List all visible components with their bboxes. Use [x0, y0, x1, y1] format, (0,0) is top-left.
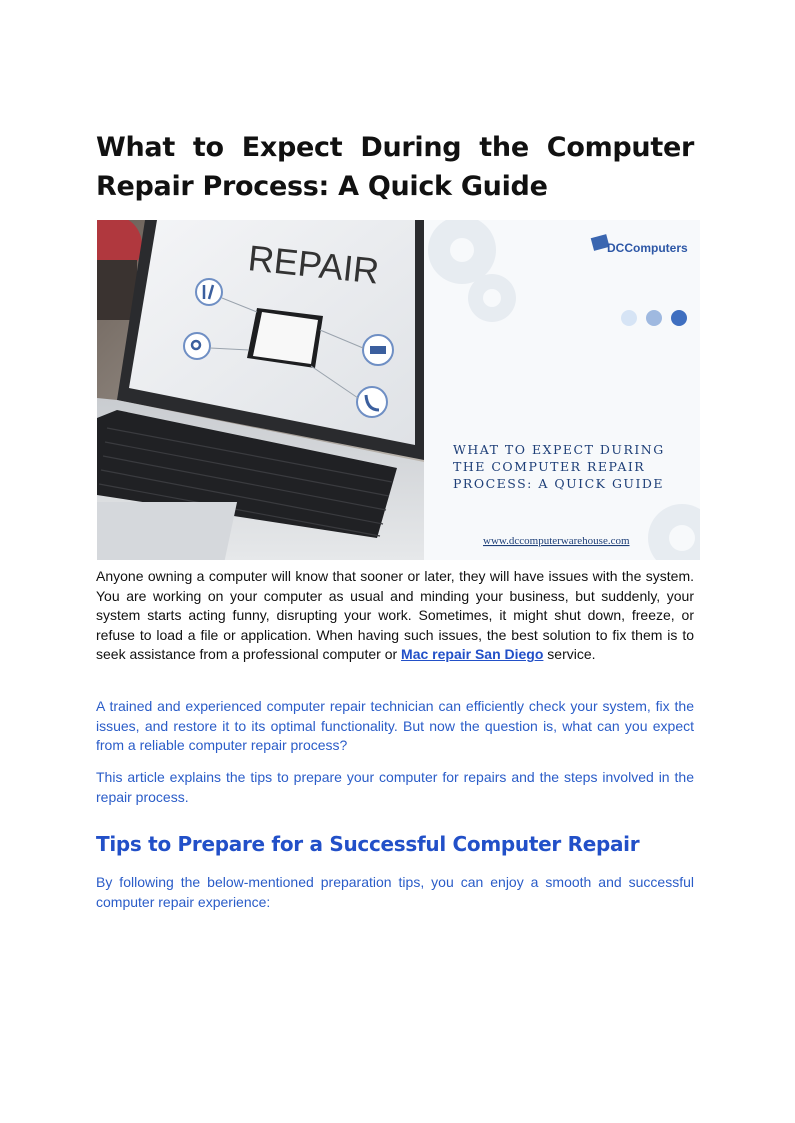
technician-paragraph: A trained and experienced computer repair technician can efficiently check your system, fix the issues, and restore it to its optimal functionality. But now the question is, what can you expect from a reliable computer repair process?	[96, 698, 694, 754]
banner-website: www.dccomputerwarehouse.com	[483, 535, 630, 547]
phone-icon	[357, 387, 387, 417]
intro-text: Anyone owning a computer will know that sooner or later, they will have issues with the system. You are working on your computer as usual and minding your business, but suddenly, your system starts acting funny, disrupting your work. Sometimes, it might shut down, freeze, or refuse to load a file or application. When having such issues, the best solution to fix them is to seek assistance from a professional computer or	[96, 568, 694, 663]
page-title: What to Expect During the Computer Repair Process: A Quick Guide	[96, 132, 694, 202]
dot-mid	[646, 310, 662, 326]
banner-line-3: PROCESS: A QUICK GUIDE	[453, 476, 665, 491]
intro-paragraph	[96, 567, 694, 665]
section-heading: Tips to Prepare for a Successful Computer Repair	[96, 832, 640, 856]
screen-repair-text: REPAIR	[246, 237, 382, 292]
mac-repair-link[interactable]: Mac repair San Diego	[401, 646, 544, 663]
monitor-icon	[247, 308, 323, 368]
tips-intro-paragraph: By following the below-mentioned preparation tips, you can enjoy a smooth and successful computer repair experience:	[96, 874, 694, 910]
tools-icon	[196, 279, 222, 305]
banner-line-1: WHAT TO EXPECT DURING	[453, 442, 665, 457]
dot-dark	[671, 310, 687, 326]
gear-icon	[184, 333, 210, 359]
hero-image	[97, 220, 700, 560]
brand-name: DCComputers	[607, 241, 688, 255]
dot-light	[621, 310, 637, 326]
banner-line-2: THE COMPUTER REPAIR	[453, 459, 646, 474]
hard-drive-icon	[363, 335, 393, 365]
intro-tail: service.	[543, 646, 596, 663]
article-summary-paragraph: This article explains the tips to prepare your computer for repairs and the steps involved in the repair process.	[96, 769, 694, 805]
